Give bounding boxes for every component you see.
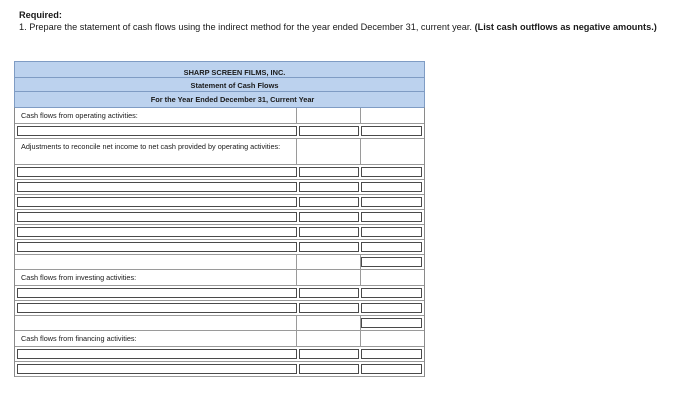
financing-section-row bbox=[15, 331, 424, 347]
operating-net-input[interactable] bbox=[361, 257, 422, 267]
investing-amount-input[interactable] bbox=[299, 288, 359, 298]
statement-title: Statement of Cash Flows bbox=[190, 81, 279, 90]
financing-label: Cash flows from financing activities: bbox=[15, 331, 297, 346]
adjustment-input-row bbox=[15, 210, 424, 225]
operating-input-row bbox=[15, 124, 424, 139]
investing-item-input[interactable] bbox=[17, 288, 297, 298]
financing-amount-input[interactable] bbox=[299, 364, 359, 374]
financing-input-row bbox=[15, 347, 424, 362]
adjustment-input-row bbox=[15, 225, 424, 240]
adjustment-amount-input[interactable] bbox=[299, 227, 359, 237]
operating-section-row bbox=[15, 108, 424, 124]
statement-period: For the Year Ended December 31, Current Year bbox=[150, 95, 315, 104]
instruction-body: 1. Prepare the statement of cash flows using the indirect method for the year ended December 31, current year. bbox=[19, 22, 472, 32]
adjustment-item-input[interactable] bbox=[17, 197, 297, 207]
required-heading: Required: bbox=[19, 10, 62, 20]
adjustment-amount-input[interactable] bbox=[299, 182, 359, 192]
adjustments-label: Adjustments to reconcile net income to net cash provided by operating activities: bbox=[15, 139, 297, 164]
instruction-text bbox=[19, 21, 659, 33]
adjustment-item-input[interactable] bbox=[17, 182, 297, 192]
adjustment-input-row bbox=[15, 240, 424, 255]
adjustment-amount-input[interactable] bbox=[299, 242, 359, 252]
operating-total-input[interactable] bbox=[361, 126, 422, 136]
adjustment-item-input[interactable] bbox=[17, 212, 297, 222]
investing-amount-input[interactable] bbox=[299, 303, 359, 313]
adjustment-amount-input[interactable] bbox=[299, 197, 359, 207]
operating-amount-input[interactable] bbox=[299, 126, 359, 136]
adjustment-input-row bbox=[15, 180, 424, 195]
adjustments-row bbox=[15, 139, 424, 165]
investing-net-row bbox=[15, 316, 424, 331]
investing-input-row bbox=[15, 301, 424, 316]
investing-label: Cash flows from investing activities: bbox=[15, 270, 297, 285]
financing-item-input[interactable] bbox=[17, 349, 297, 359]
adjustment-item-input[interactable] bbox=[17, 167, 297, 177]
adjustment-input-row bbox=[15, 195, 424, 210]
adjustment-amount-input[interactable] bbox=[299, 212, 359, 222]
statement-header bbox=[14, 61, 425, 107]
financing-input-row bbox=[15, 362, 424, 377]
financing-amount-input[interactable] bbox=[299, 349, 359, 359]
adjustment-input-row bbox=[15, 165, 424, 180]
investing-input-row bbox=[15, 286, 424, 301]
adjustment-item-input[interactable] bbox=[17, 242, 297, 252]
adjustment-amount-input[interactable] bbox=[299, 167, 359, 177]
operating-label: Cash flows from operating activities: bbox=[15, 108, 297, 123]
investing-net-input[interactable] bbox=[361, 318, 422, 328]
investing-section-row bbox=[15, 270, 424, 286]
instruction-note: (List cash outflows as negative amounts.) bbox=[474, 22, 657, 32]
operating-item-input[interactable] bbox=[17, 126, 297, 136]
instructions bbox=[19, 9, 659, 33]
financing-item-input[interactable] bbox=[17, 364, 297, 374]
company-name: SHARP SCREEN FILMS, INC. bbox=[183, 68, 286, 77]
adjustment-item-input[interactable] bbox=[17, 227, 297, 237]
investing-item-input[interactable] bbox=[17, 303, 297, 313]
statement-grid bbox=[14, 107, 425, 377]
operating-net-row bbox=[15, 255, 424, 270]
cash-flow-worksheet bbox=[14, 61, 425, 377]
